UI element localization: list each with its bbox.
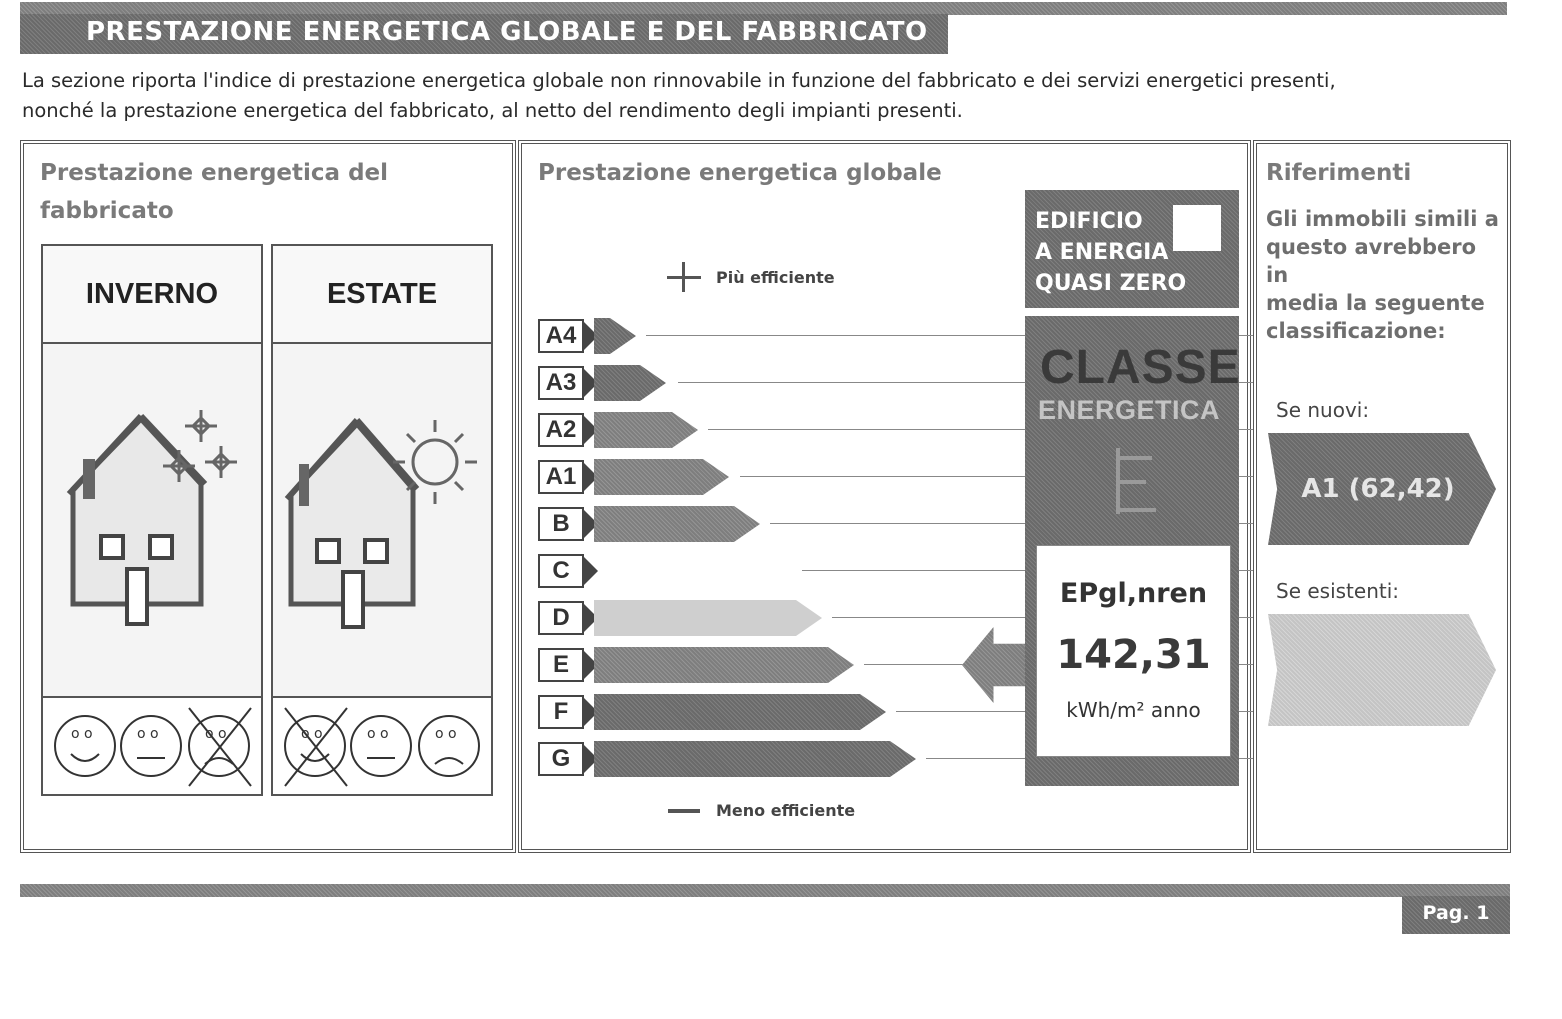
section-title: PRESTAZIONE ENERGETICA GLOBALE E DEL FABBRICATO xyxy=(86,17,928,47)
sad-face-icon xyxy=(419,716,479,776)
winter-rating-row xyxy=(43,696,261,794)
class-bar-g xyxy=(594,741,916,777)
ep-index-value: 142,31 xyxy=(1056,632,1211,678)
intro-line-1: La sezione riporta l'indice di prestazione energetica globale non rinnovabile in funzione del fabbricato e dei servizi energetici presenti, xyxy=(22,69,1336,92)
winter-box xyxy=(41,244,263,796)
global-performance-title: Prestazione energetica globale xyxy=(538,160,942,186)
references-description xyxy=(1266,205,1502,345)
svg-text:o o: o o xyxy=(205,726,227,742)
references-text-line-1: Gli immobili simili a xyxy=(1266,207,1499,231)
winter-label: INVERNO xyxy=(43,246,261,344)
nzeb-line-3: QUASI ZERO xyxy=(1035,271,1187,296)
class-label-b: B xyxy=(538,507,584,541)
sad-face-icon xyxy=(189,708,251,786)
references-title: Riferimenti xyxy=(1266,160,1412,186)
nzeb-line-2: A ENERGIA xyxy=(1035,240,1169,265)
summer-faces xyxy=(273,698,491,790)
summer-label: ESTATE xyxy=(273,246,491,344)
class-label-d: D xyxy=(538,601,584,635)
references-text-line-2: questo avrebbero in xyxy=(1266,235,1477,287)
page-number: Pag. 1 xyxy=(1422,902,1490,924)
new-buildings-label: Se nuovi: xyxy=(1276,398,1370,422)
summer-house-icon xyxy=(273,344,491,698)
class-bar-f xyxy=(594,694,886,730)
existing-buildings-label: Se esistenti: xyxy=(1276,579,1400,603)
summer-box xyxy=(271,244,493,796)
neutral-face-icon xyxy=(351,716,411,776)
existing-buildings-class-arrow xyxy=(1268,614,1496,726)
less-efficient-label: Meno efficiente xyxy=(716,801,856,820)
new-buildings-class-value: A1 (62,42) xyxy=(1301,474,1455,504)
winter-faces xyxy=(43,698,261,790)
class-bar-a1 xyxy=(594,459,729,495)
building-title-line-1: Prestazione energetica del xyxy=(40,160,389,186)
class-label-c: C xyxy=(538,554,584,588)
neutral-face-icon xyxy=(121,716,181,776)
intro-line-2: nonché la prestazione energetica del fabbricato, al netto del rendimento degli impianti presenti. xyxy=(22,99,963,122)
minus-icon xyxy=(668,809,700,813)
references-text-line-4: classificazione: xyxy=(1266,319,1446,343)
class-label-f: F xyxy=(538,695,584,729)
class-label-a4: A4 xyxy=(538,319,584,353)
plus-icon xyxy=(667,262,701,292)
summer-rating-row xyxy=(273,696,491,794)
winter-house-icon xyxy=(43,344,261,698)
ep-index-label: EPgl,nren xyxy=(1059,578,1208,609)
svg-text:o o: o o xyxy=(367,726,389,742)
class-label-e: E xyxy=(538,648,584,682)
class-letter-mark xyxy=(1112,448,1156,518)
class-bar-d xyxy=(594,600,822,636)
class-bar-b xyxy=(594,506,760,542)
class-label-g: G xyxy=(538,742,584,776)
class-heading: CLASSE xyxy=(1040,341,1241,394)
nzeb-line-1: EDIFICIO xyxy=(1035,209,1143,234)
class-label-a3: A3 xyxy=(538,366,584,400)
more-efficient-label: Più efficiente xyxy=(716,268,835,287)
intro-paragraph xyxy=(22,66,1512,126)
svg-text:o o: o o xyxy=(137,726,159,742)
snowflake-icon xyxy=(163,410,237,482)
references-text-line-3: media la seguente xyxy=(1266,291,1485,315)
class-label-a2: A2 xyxy=(538,413,584,447)
class-label-a1: A1 xyxy=(538,460,584,494)
svg-text:o o: o o xyxy=(435,726,457,742)
nzeb-checkbox xyxy=(1173,205,1221,251)
svg-text:o o: o o xyxy=(71,726,93,742)
ep-index-unit: kWh/m² anno xyxy=(1066,698,1201,722)
svg-text:o o: o o xyxy=(301,726,323,742)
happy-face-icon xyxy=(55,716,115,776)
building-title-line-2: fabbricato xyxy=(40,198,174,224)
bottom-rule xyxy=(20,884,1510,897)
class-bar-e xyxy=(594,647,854,683)
class-subheading: ENERGETICA xyxy=(1038,395,1221,425)
building-performance-title xyxy=(40,154,388,230)
happy-face-icon xyxy=(285,708,347,786)
